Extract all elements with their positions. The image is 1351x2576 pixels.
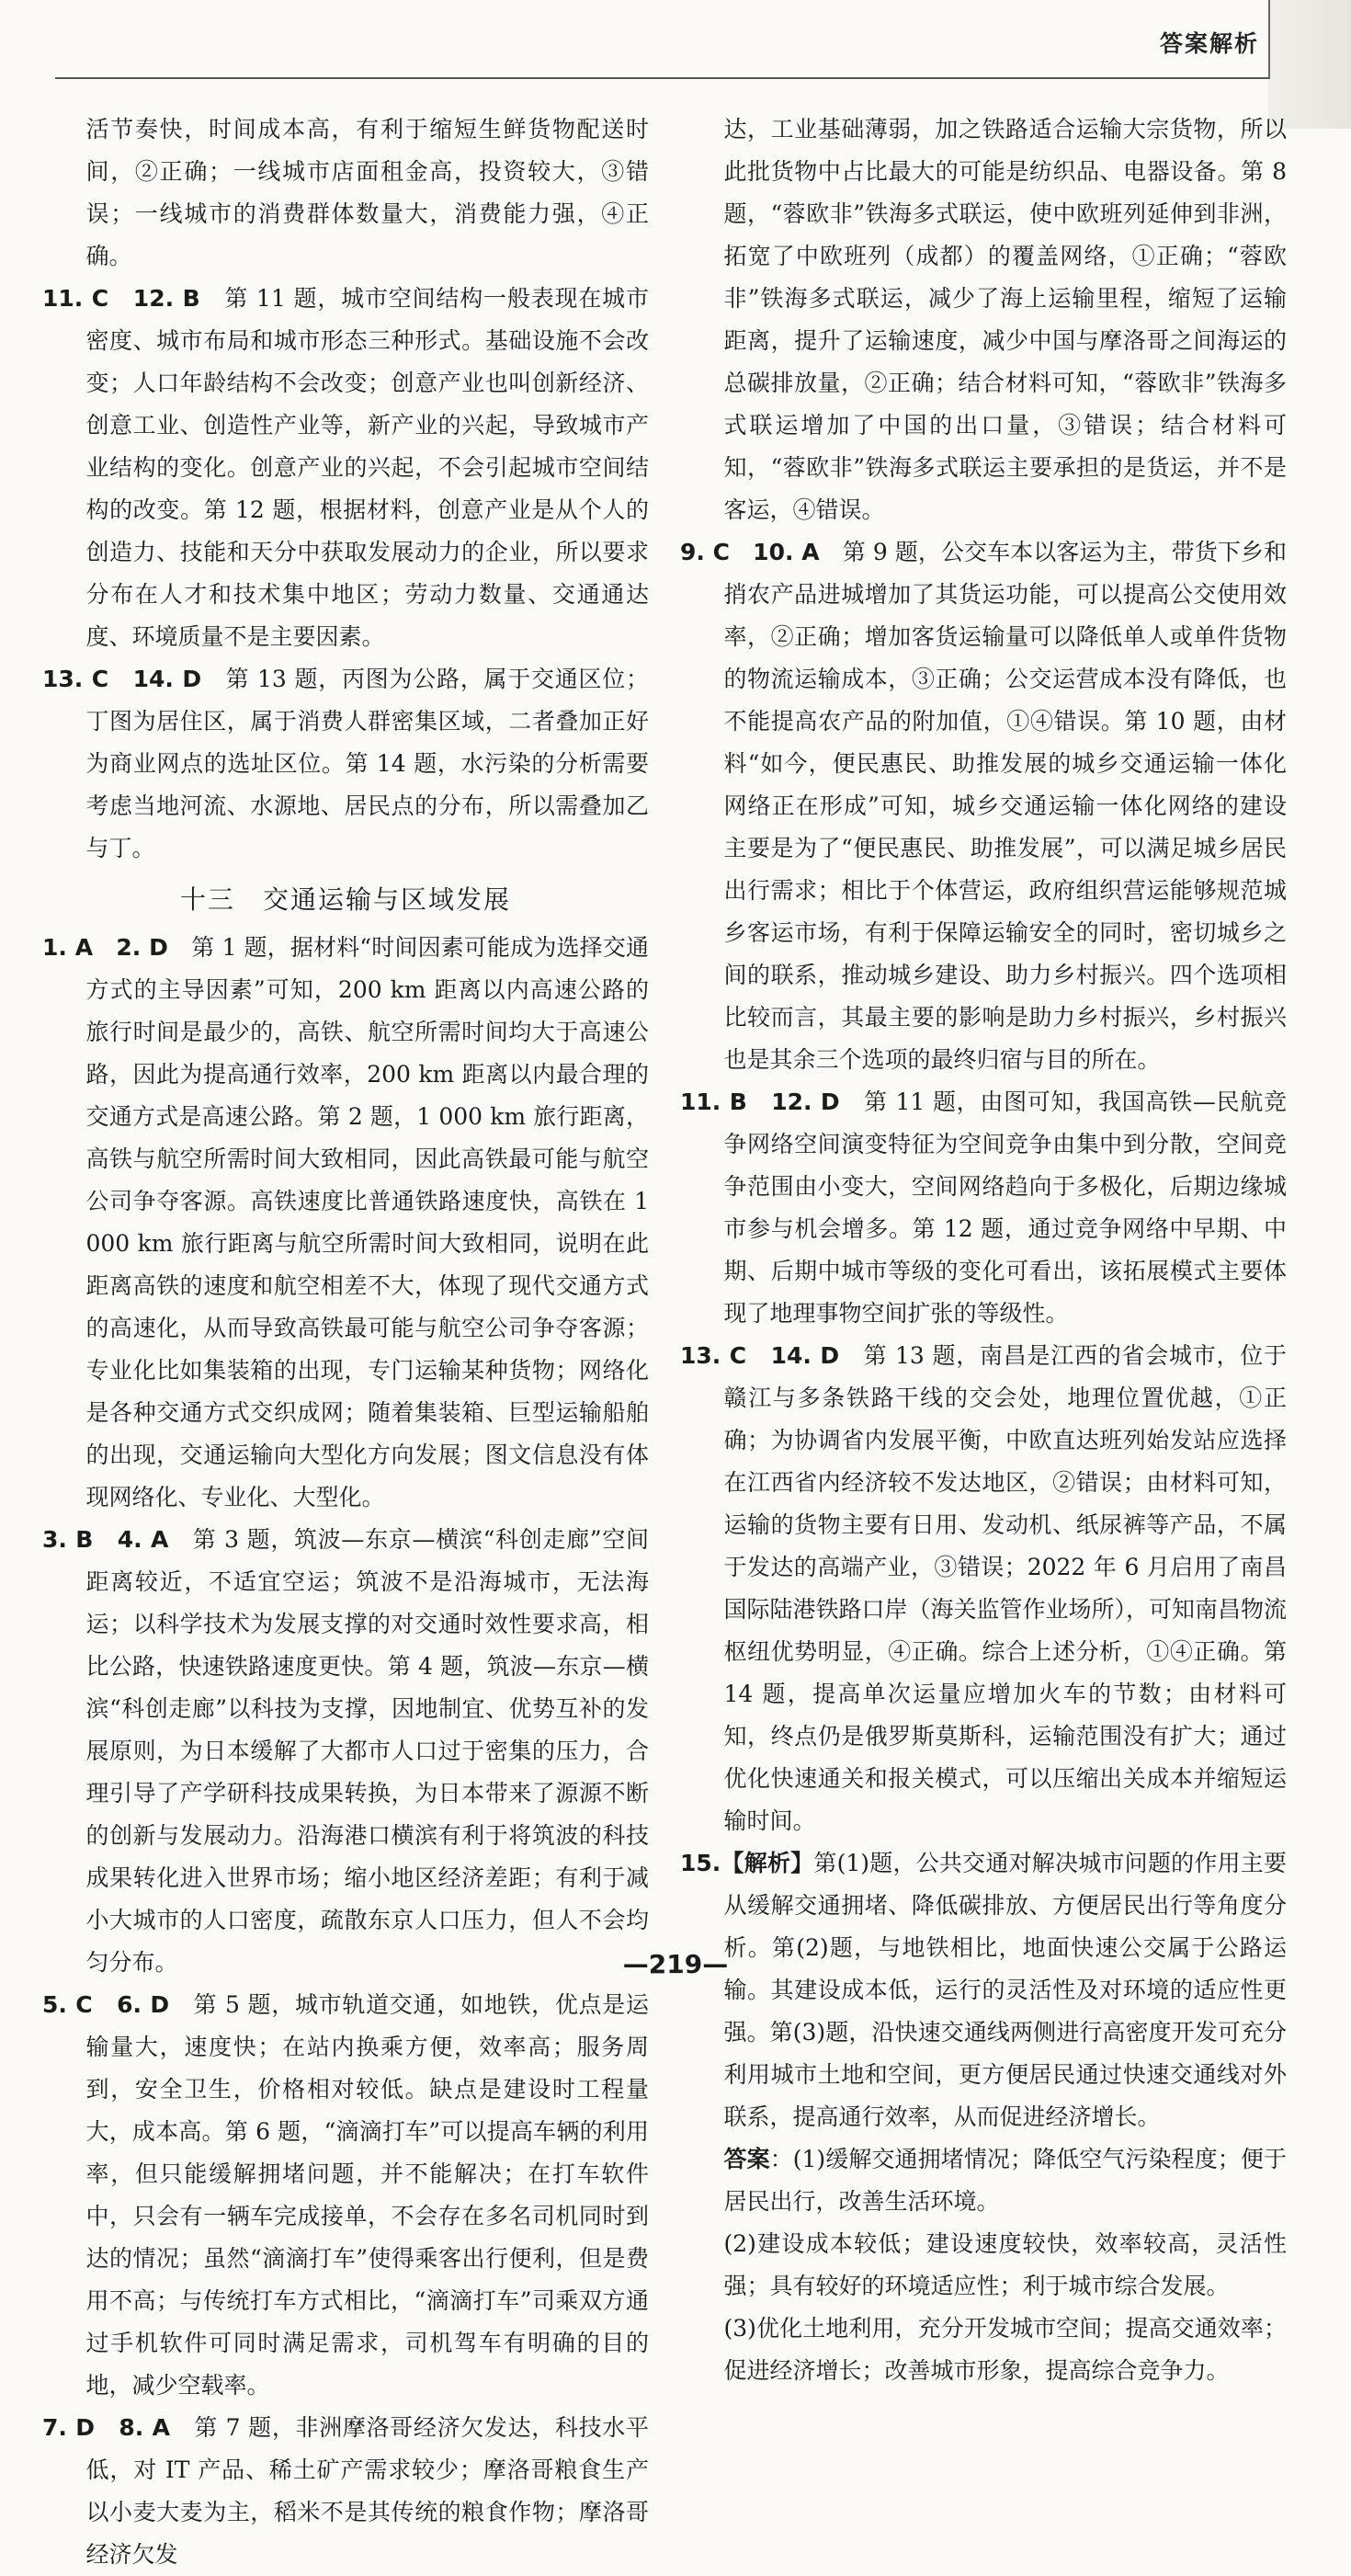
question-numbers: 11. B 12. D [680, 1089, 840, 1115]
answer-item [680, 531, 1287, 1081]
explanation: 第 9 题，公交车本以客运为主，带货下乡和捎农产品进城增加了其货运功能，可以提高公交使用效率，②正确；增加客货运输量可以降低单人或单件货物的物流运输成本，③正确；公交运营成本没有降低，也不能提高农产品的附加值，①④错误。第 10 题，由材料“如今，便民惠民、助推发展的城乡交通运输一体化网络正在形成”可知，城乡交通运输一体化网络的建设主要是为了“便民惠民、助推发展”，可以满足城乡居民出行需求；相比于个体营运，政府组织营运能够规范城乡客运市场，有利于保障运输安全的同时，密切城乡之间的联系，推动城乡建设、助力乡村振兴。四个选项相比较而言，其最主要的影响是助力乡村振兴，乡村振兴也是其余三个选项的最终归宿与目的所在。 [723, 539, 1287, 1073]
question-numbers: 1. A 2. D [42, 934, 168, 961]
right-column [680, 108, 1287, 2392]
answer-item [42, 1519, 649, 1984]
answer-line [680, 2138, 1287, 2223]
question-numbers: 9. C 10. A [680, 539, 820, 565]
answer-item [42, 278, 649, 658]
section-title: 交通运输与区域发展 [263, 884, 512, 915]
question-numbers: 11. C 12. B [42, 285, 200, 312]
explanation: 第 1 题，据材料“时间因素可能成为选择交通方式的主导因素”可知，200 km 距离以内高速公路的旅行时间是最少的，高铁、航空所需时间均大于高速公路，因此为提高通行效率，200 km 距离以内最合理的交通方式是高速公路。第 2 题，1 000 km 旅行距离，高铁与航空所需时间大致相同，因此高铁最可能与航空公司争夺客源。高铁速度比普通铁路速度快，高铁在 1 000 km 旅行距离与航空所需时间大致相同，说明在此距离高铁的速度和航空相差不大，体现了现代交通方式的高速化，从而导致高铁最可能与航空公司争夺客源；专业化比如集装箱的出现，专门运输某种货物；网络化是各种交通方式交织成网；随着集装箱、巨型运输船舶的出现，交通运输向大型化方向发展；图文信息没有体现网络化、专业化、大型化。 [85, 934, 649, 1510]
header-rule [55, 77, 1268, 79]
question-numbers: 13. C 14. D [42, 666, 202, 692]
answer-item [680, 1081, 1287, 1335]
question-numbers: 3. B 4. A [42, 1526, 169, 1553]
section-number: 十三 [179, 884, 235, 915]
header-rule-vertical [1268, 0, 1270, 79]
answer-line: (3)优化土地利用，充分开发城市空间；提高交通效率；促进经济增长；改善城市形象，提高综合竞争力。 [723, 2315, 1287, 2384]
explanation: 第 13 题，南昌是江西的省会城市，位于赣江与多条铁路干线的交会处，地理位置优越，①正确；为协调省内发展平衡，中欧直达班列始发站应选择在江西省内经济较不发达地区，②错误；由材料可知，运输的货物主要有日用、发动机、纸尿裤等产品，不属于发达的高端产业，③错误；2022 年 6 月启用了南昌国际陆港铁路口岸（海关监管作业场所），可知南昌物流枢纽优势明显，④正确。综合上述分析，①④正确。第 14 题，提高单次运量应增加火车的节数；由材料可知，终点仍是俄罗斯莫斯科，运输范围没有扩大；通过优化快速通关和报关模式，可以压缩出关成本并缩短运输时间。 [723, 1342, 1288, 1834]
page-number: —219— [622, 1949, 729, 1979]
question-numbers: 7. D 8. A [42, 2414, 170, 2441]
left-column [42, 108, 649, 2576]
analysis-tag: 【解析】 [721, 1850, 814, 1876]
header-title: 答案解析 [1159, 30, 1259, 57]
answer-item [680, 1842, 1287, 2138]
explanation: 第 11 题，由图可知，我国高铁—民航竞争网络空间演变特征为空间竞争由集中到分散，空间竞争范围由小变大，空间网络趋向于多极化，后期边缘城市参与机会增多。第 12 题，通过竞争网络中早期、中期、后期中城市等级的变化可看出，该拓展模式主要体现了地理事物空间扩张的等级性。 [723, 1089, 1287, 1327]
answer-text: ：(1)缓解交通拥堵情况；降低空气污染程度；便于居民出行，改善生活环境。 [723, 2146, 1287, 2215]
answer-item [42, 927, 649, 1519]
section-heading [42, 879, 649, 921]
answer-item [42, 1984, 649, 2407]
answer-tag: 答案 [723, 2146, 770, 2172]
question-number: 15. [680, 1850, 721, 1876]
answer-line: (2)建设成本较低；建设速度较快，效率较高，灵活性强；具有较好的环境适应性；利于城市综合发展。 [723, 2230, 1287, 2299]
explanation: 第(1)题，公共交通对解决城市问题的作用主要从缓解交通拥堵、降低碳排放、方便居民出行等角度分析。第(2)题，与地铁相比，地面快速公交属于公路运输。其建设成本低，运行的灵活性及对环境的适应性更强。第(3)题，沿快速交通线两侧进行高密度开发可充分利用城市土地和空间，更方便居民通过快速交通线对外联系，提高通行效率，从而促进经济增长。 [723, 1850, 1287, 2130]
answer-item [42, 2407, 649, 2576]
answer-item [680, 1335, 1287, 1842]
explanation: 第 7 题，非洲摩洛哥经济欠发达，科技水平低，对 IT 产品、稀土矿产需求较少；摩洛哥粮食生产以小麦大麦为主，稻米不是其传统的粮食作物；摩洛哥经济欠发 [85, 2414, 649, 2568]
explanation: 第 13 题，丙图为公路，属于交通区位；丁图为居住区，属于消费人群密集区域，二者叠加正好为商业网点的选址区位。第 14 题，水污染的分析需要考虑当地河流、水源地、居民点的分布，所以需叠加乙与丁。 [85, 666, 649, 861]
explanation: 第 5 题，城市轨道交通，如地铁，优点是运输量大，速度快；在站内换乘方便，效率高；服务周到，安全卫生，价格相对较低。缺点是建设时工程量大，成本高。第 6 题，“滴滴打车”可以提高车辆的利用率，但只能缓解拥堵问题，并不能解决；在打车软件中，只会有一辆车完成接单，不会存在多名司机同时到达的情况；虽然“滴滴打车”使得乘客出行便利，但是费用不高；与传统打车方式相比，“滴滴打车”司乘双方通过手机软件可同时满足需求，司机驾车有明确的目的地，减少空载率。 [85, 1991, 649, 2399]
explanation: 第 11 题，城市空间结构一般表现在城市密度、城市布局和城市形态三种形式。基础设施不会改变；人口年龄结构不会改变；创意产业也叫创新经济、创意工业、创造性产业等，新产业的兴起，导致城市产业结构的变化。创意产业的兴起，不会引起城市空间结构的改变。第 12 题，根据材料，创意产业是从个人的创造力、技能和天分中获取发展动力的企业，所以要求分布在人才和技术集中地区；劳动力数量、交通通达度、环境质量不是主要因素。 [85, 285, 649, 650]
paragraph: 活节奏快，时间成本高，有利于缩短生鲜货物配送时间，②正确；一线城市店面租金高，投资较大，③错误；一线城市的消费群体数量大，消费能力强，④正确。 [85, 116, 649, 269]
answer-item [42, 658, 649, 870]
paragraph: 达，工业基础薄弱，加之铁路适合运输大宗货物，所以此批货物中占比最大的可能是纺织品、电器设备。第 8 题，“蓉欧非”铁海多式联运，使中欧班列延伸到非洲，拓宽了中欧班列（成都）的覆盖网络，①正确；“蓉欧非”铁海多式联运，减少了海上运输里程，缩短了运输距离，提升了运输速度，减少中国与摩洛哥之间海运的总碳排放量，②正确；结合材料可知，“蓉欧非”铁海多式联运增加了中国的出口量，③错误；结合材料可知，“蓉欧非”铁海多式联运主要承担的是货运，并不是客运，④错误。 [723, 116, 1287, 523]
explanation: 第 3 题，筑波—东京—横滨“科创走廊”空间距离较近，不适宜空运；筑波不是沿海城市，无法海运；以科学技术为发展支撑的对交通时效性要求高，相比公路，快速铁路速度更快。第 4 题，筑波—东京—横滨“科创走廊”以科技为支撑，因地制宜、优势互补的发展原则，为日本缓解了大都市人口过于密集的压力，合理引导了产学研科技成果转换，为日本带来了源源不断的创新与发展动力。沿海港口横滨有利于将筑波的科技成果转化进入世界市场；缩小地区经济差距；有利于减小大城市的人口密度，疏散东京人口压力，但人不会均匀分布。 [85, 1526, 649, 1976]
question-numbers: 5. C 6. D [42, 1991, 170, 2018]
question-numbers: 13. C 14. D [680, 1342, 840, 1369]
